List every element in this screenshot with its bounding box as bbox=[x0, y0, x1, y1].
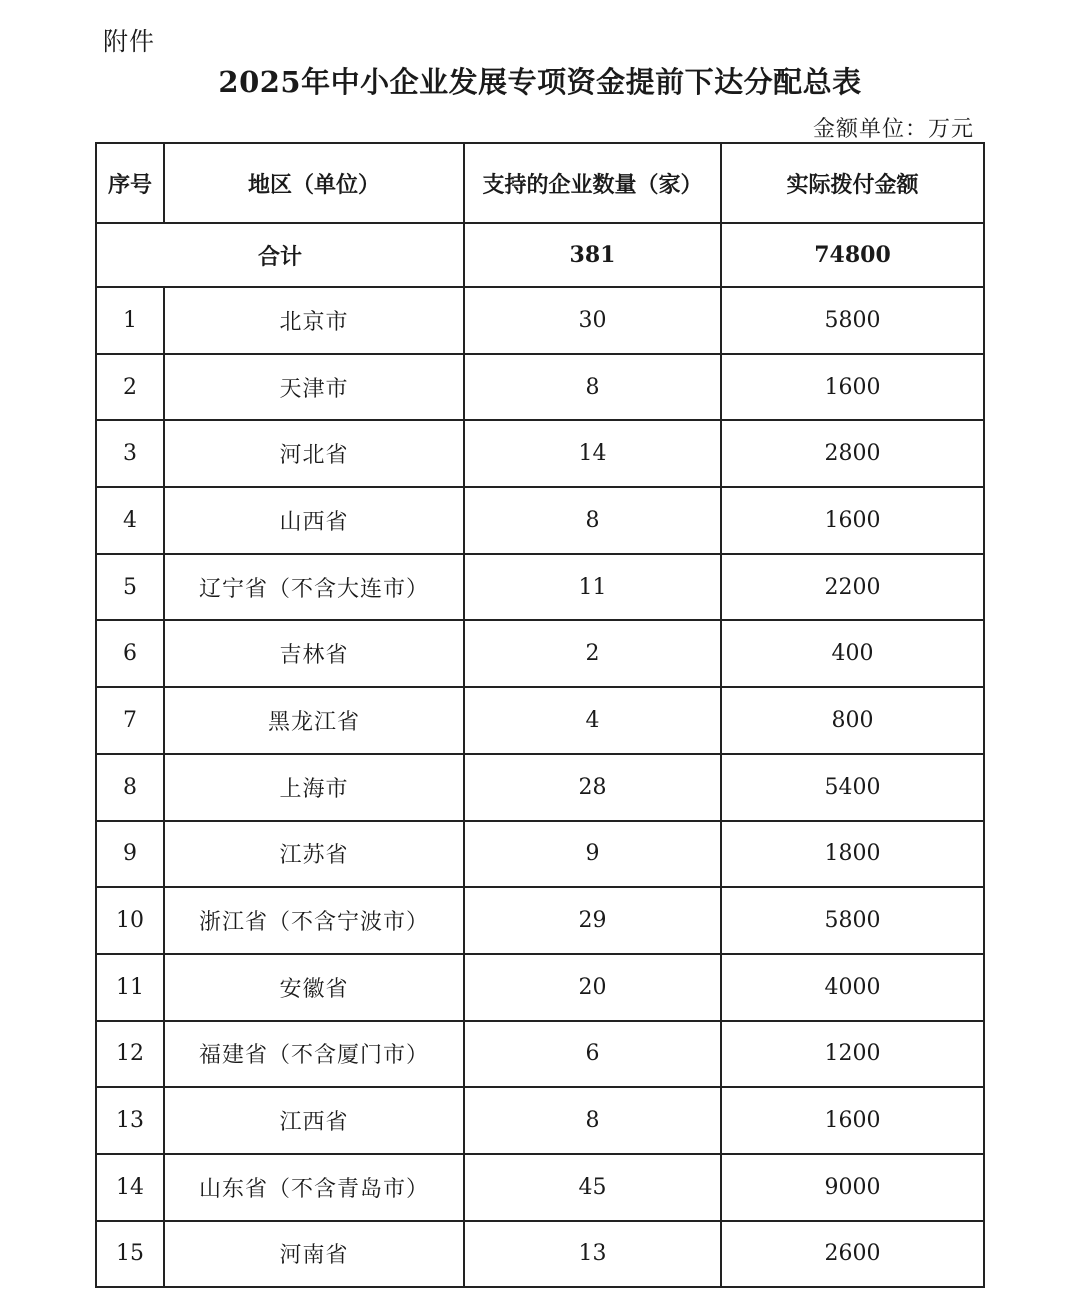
cell-no: 5 bbox=[96, 554, 164, 621]
table-row bbox=[96, 754, 984, 821]
cell-amount: 400 bbox=[721, 620, 984, 687]
cell-no: 6 bbox=[96, 620, 164, 687]
column-header-no: 序号 bbox=[96, 143, 164, 223]
cell-no: 12 bbox=[96, 1021, 164, 1088]
cell-count: 8 bbox=[464, 1087, 721, 1154]
cell-count: 2 bbox=[464, 620, 721, 687]
cell-count: 13 bbox=[464, 1221, 721, 1288]
table-row bbox=[96, 420, 984, 487]
total-count: 381 bbox=[464, 223, 721, 287]
cell-region: 上海市 bbox=[164, 754, 464, 821]
column-header-amount: 实际拨付金额 bbox=[721, 143, 984, 223]
cell-count: 20 bbox=[464, 954, 721, 1021]
cell-region: 天津市 bbox=[164, 354, 464, 421]
cell-amount: 800 bbox=[721, 687, 984, 754]
cell-no: 8 bbox=[96, 754, 164, 821]
column-header-count: 支持的企业数量（家） bbox=[464, 143, 721, 223]
cell-count: 30 bbox=[464, 287, 721, 354]
column-header-region: 地区（单位） bbox=[164, 143, 464, 223]
cell-count: 14 bbox=[464, 420, 721, 487]
table-row bbox=[96, 687, 984, 754]
cell-region: 北京市 bbox=[164, 287, 464, 354]
cell-count: 11 bbox=[464, 554, 721, 621]
table-row bbox=[96, 1087, 984, 1154]
cell-amount: 1600 bbox=[721, 487, 984, 554]
cell-amount: 1200 bbox=[721, 1021, 984, 1088]
table-row bbox=[96, 487, 984, 554]
cell-count: 6 bbox=[464, 1021, 721, 1088]
cell-region: 河南省 bbox=[164, 1221, 464, 1288]
cell-amount: 5400 bbox=[721, 754, 984, 821]
cell-no: 10 bbox=[96, 887, 164, 954]
cell-region: 江苏省 bbox=[164, 821, 464, 888]
cell-no: 11 bbox=[96, 954, 164, 1021]
page-title: 2025年中小企业发展专项资金提前下达分配总表 bbox=[218, 65, 862, 99]
table-row bbox=[96, 821, 984, 888]
table-row bbox=[96, 287, 984, 354]
cell-region: 江西省 bbox=[164, 1087, 464, 1154]
cell-no: 1 bbox=[96, 287, 164, 354]
cell-no: 15 bbox=[96, 1221, 164, 1288]
cell-count: 28 bbox=[464, 754, 721, 821]
cell-no: 4 bbox=[96, 487, 164, 554]
table-row bbox=[96, 1221, 984, 1288]
cell-region: 山西省 bbox=[164, 487, 464, 554]
cell-amount: 5800 bbox=[721, 887, 984, 954]
cell-count: 9 bbox=[464, 821, 721, 888]
cell-region: 黑龙江省 bbox=[164, 687, 464, 754]
cell-count: 45 bbox=[464, 1154, 721, 1221]
cell-amount: 1600 bbox=[721, 1087, 984, 1154]
attachment-label: 附件 bbox=[103, 27, 156, 56]
table-row bbox=[96, 554, 984, 621]
unit-note: 金额单位：万元 bbox=[812, 117, 974, 142]
cell-count: 29 bbox=[464, 887, 721, 954]
cell-no: 2 bbox=[96, 354, 164, 421]
cell-amount: 5800 bbox=[721, 287, 984, 354]
cell-amount: 9000 bbox=[721, 1154, 984, 1221]
table-row bbox=[96, 354, 984, 421]
cell-no: 9 bbox=[96, 821, 164, 888]
cell-no: 13 bbox=[96, 1087, 164, 1154]
cell-amount: 2200 bbox=[721, 554, 984, 621]
cell-region: 安徽省 bbox=[164, 954, 464, 1021]
total-amount: 74800 bbox=[721, 223, 984, 287]
table-row bbox=[96, 620, 984, 687]
cell-count: 8 bbox=[464, 487, 721, 554]
cell-region: 山东省（不含青岛市） bbox=[164, 1154, 464, 1221]
cell-count: 4 bbox=[464, 687, 721, 754]
cell-region: 浙江省（不含宁波市） bbox=[164, 887, 464, 954]
table-row bbox=[96, 887, 984, 954]
cell-region: 福建省（不含厦门市） bbox=[164, 1021, 464, 1088]
cell-amount: 4000 bbox=[721, 954, 984, 1021]
cell-amount: 2800 bbox=[721, 420, 984, 487]
cell-no: 7 bbox=[96, 687, 164, 754]
table-row bbox=[96, 954, 984, 1021]
cell-no: 14 bbox=[96, 1154, 164, 1221]
total-row bbox=[96, 223, 984, 287]
cell-region: 辽宁省（不含大连市） bbox=[164, 554, 464, 621]
cell-count: 8 bbox=[464, 354, 721, 421]
cell-amount: 2600 bbox=[721, 1221, 984, 1288]
cell-amount: 1800 bbox=[721, 821, 984, 888]
cell-region: 吉林省 bbox=[164, 620, 464, 687]
cell-no: 3 bbox=[96, 420, 164, 487]
table-header-row bbox=[96, 143, 984, 223]
table-row bbox=[96, 1021, 984, 1088]
total-label: 合计 bbox=[96, 223, 464, 287]
table-row bbox=[96, 1154, 984, 1221]
cell-region: 河北省 bbox=[164, 420, 464, 487]
cell-amount: 1600 bbox=[721, 354, 984, 421]
allocation-table bbox=[95, 142, 985, 1288]
